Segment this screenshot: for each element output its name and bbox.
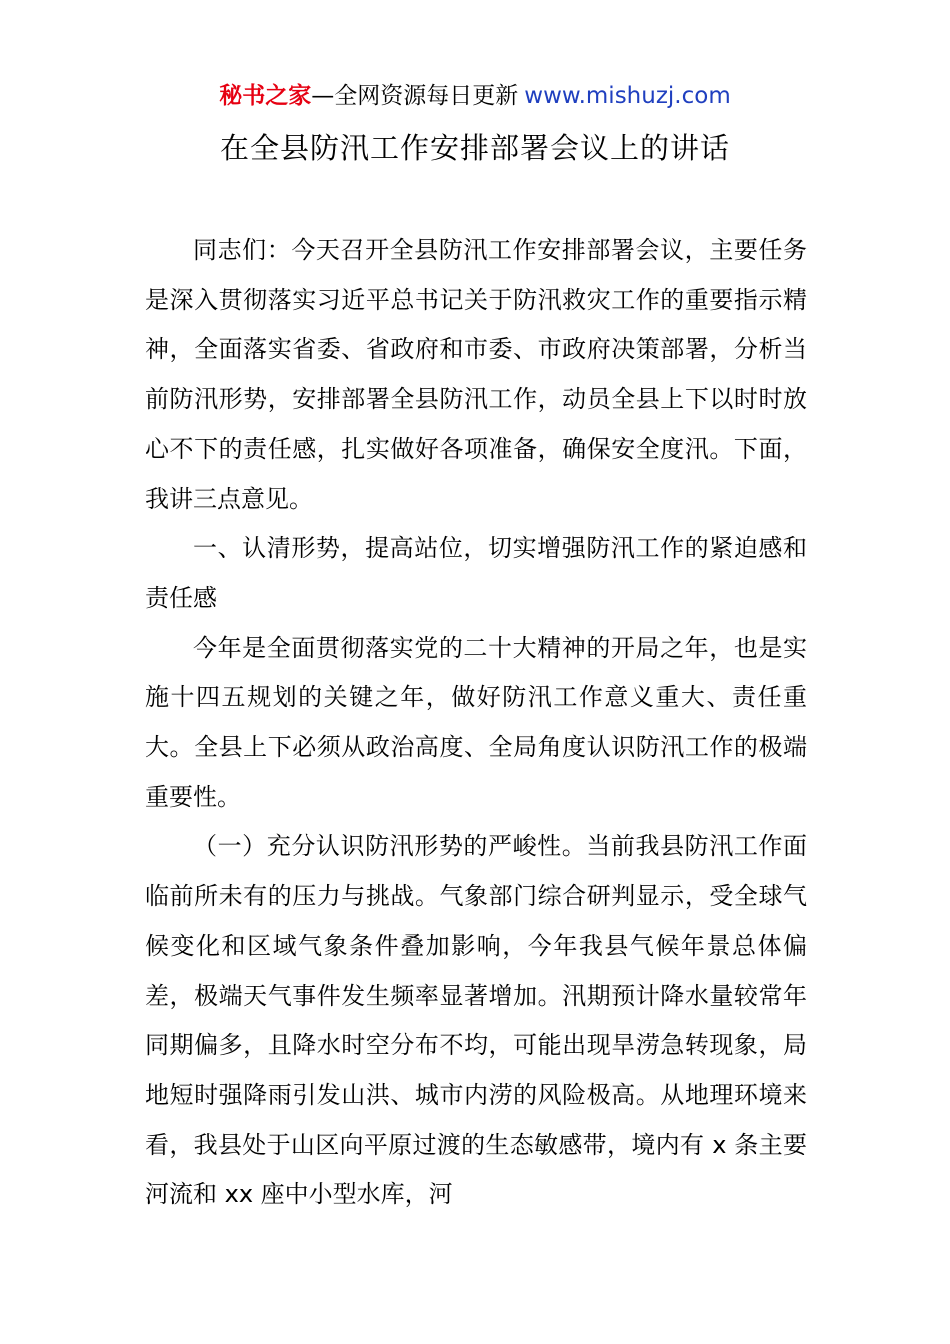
paragraph-subsection-1: （一）充分认识防汛形势的严峻性。当前我县防汛工作面临前所未有的压力与挑战。气象部门综合研判显示，受全球气候变化和区域气象条件叠加影响，今年我县气候年景总体偏差，极端天气事件发生频率显著增加。汛期预计降水量较常年同期偏多，且降水时空分布不均，可能出现旱涝急转现象，局地短时强降雨引发山洪、城市内涝的风险极高。从地理环境来看，我县处于山区向平原过渡的生态敏感带，境内有 x 条主要河流和 xx 座中小型水库，河 (145, 832, 807, 1209)
paragraph-section-1-intro: 今年是全面贯彻落实党的二十大精神的开局之年，也是实施十四五规划的关键之年，做好防汛工作意义重大、责任重大。全县上下必须从政治高度、全局角度认识防汛工作的极端重要性。 (145, 633, 807, 811)
section-heading-1: 一、认清形势，提高站位，切实增强防汛工作的紧迫感和责任感 (145, 534, 807, 612)
site-header (0, 80, 950, 112)
site-tagline: —全网资源每日更新 (311, 83, 519, 109)
document-title: 在全县防汛工作安排部署会议上的讲话 (219, 131, 730, 165)
site-brand: 秘书之家 (219, 83, 312, 109)
document-body (145, 226, 807, 1220)
site-url-link[interactable]: www.mishuzj.com (524, 83, 731, 109)
paragraph-opening: 同志们：今天召开全县防汛工作安排部署会议，主要任务是深入贯彻落实习近平总书记关于防汛救灾工作的重要指示精神，全面落实省委、省政府和市委、市政府决策部署，分析当前防汛形势，安排部署全县防汛工作，动员全县上下以时时放心不下的责任感，扎实做好各项准备，确保安全度汛。下面，我讲三点意见。 (145, 236, 807, 513)
